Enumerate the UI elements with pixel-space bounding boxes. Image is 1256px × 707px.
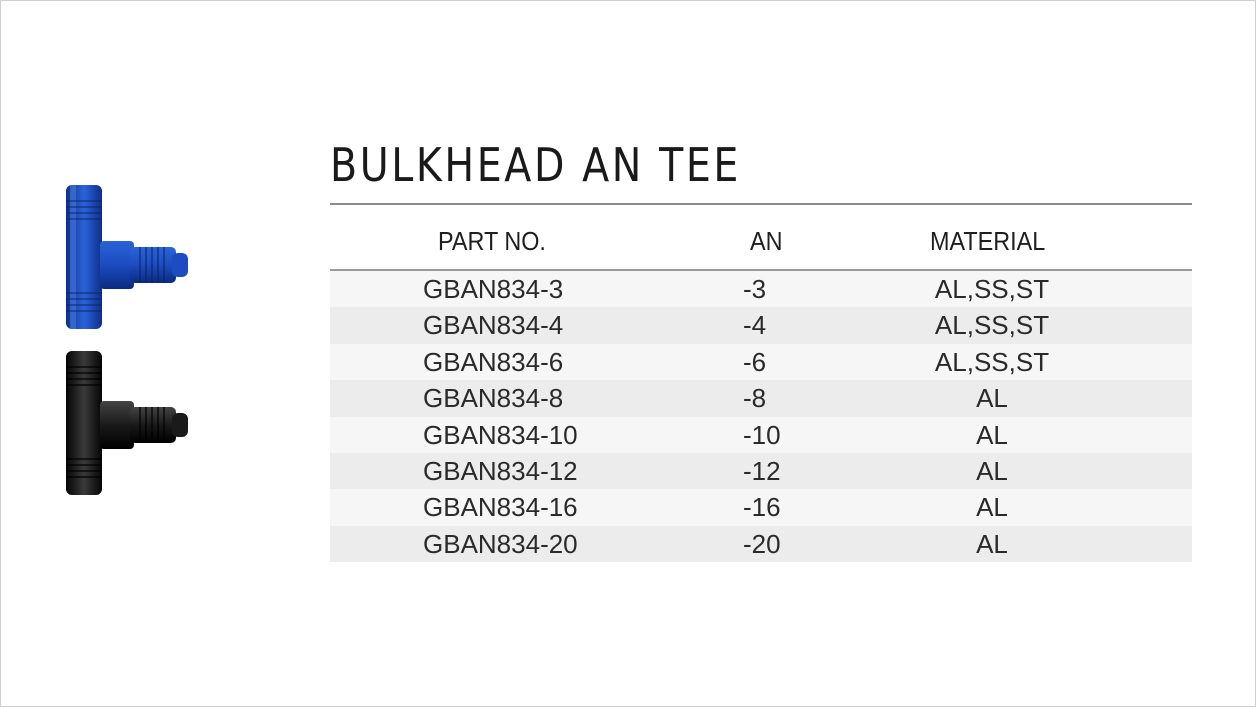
table-row [330,489,1192,525]
material: AL,SS,ST [934,310,1050,341]
part-number: GBAN834-6 [423,346,564,377]
table-row [330,271,1192,307]
material: AL [976,492,1008,523]
table-row [330,307,1192,343]
part-number: GBAN834-4 [423,310,564,341]
table-body [330,271,1192,562]
table-row [330,526,1192,562]
table-row [330,344,1192,380]
part-number: GBAN834-8 [423,383,564,414]
table-row [330,453,1192,489]
part-number: GBAN834-12 [423,455,578,486]
material: AL [976,455,1008,486]
part-number: GBAN834-16 [423,492,578,523]
material: AL,SS,ST [934,346,1050,377]
page-title: BULKHEAD AN TEE [330,138,742,192]
material: AL [976,383,1008,414]
material: AL [976,419,1008,450]
table-row [330,417,1192,453]
blue-tee-fitting-icon [60,183,192,331]
an-size: -12 [743,455,781,486]
an-size: -16 [743,492,781,523]
part-number: GBAN834-20 [423,528,578,559]
material: AL [976,528,1008,559]
material: AL,SS,ST [934,274,1050,304]
an-size: -3 [743,274,767,304]
title-divider [330,203,1192,205]
part-number: GBAN834-10 [423,419,578,450]
header-part-no: PART NO. [438,226,546,256]
an-size: -4 [743,310,767,341]
table-row [330,380,1192,416]
an-size: -10 [743,419,781,450]
header-material: MATERIAL [930,226,1046,256]
black-tee-fitting-icon [60,349,192,497]
an-size: -20 [743,528,781,559]
table-header [330,220,1192,271]
parts-table [330,220,1192,562]
header-an: AN [750,226,783,256]
an-size: -8 [743,383,767,414]
an-size: -6 [743,346,767,377]
part-number: GBAN834-3 [423,274,564,304]
